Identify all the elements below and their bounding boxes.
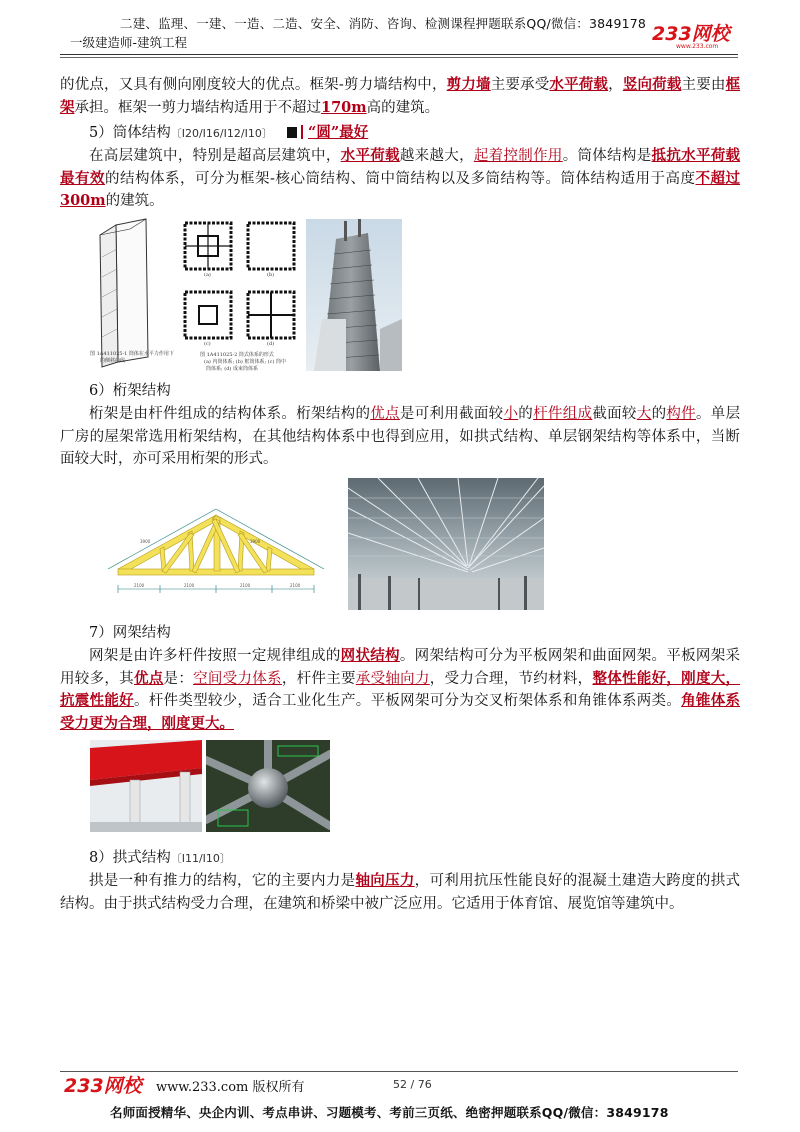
svg-text:(a) 内筒体系; (b) 框筒体系; (c) 筒中: (a) 内筒体系; (b) 框筒体系; (c) 筒中 (204, 359, 287, 365)
header-contact-line: 二建、监理、一建、一造、二造、安全、消防、咨询、检测课程押题联系QQ/微信：3849178 (120, 16, 647, 31)
svg-text:筒体系; (d) 成束筒体系: 筒体系; (d) 成束筒体系 (206, 366, 258, 372)
section-5-paragraph: 在高层建筑中，特别是超高层建筑中，水平荷载越来越大，起着控制作用。筒体结构是抵抗水平荷载最有效的结构体系，可分为框架-核心筒结构、筒中筒结构以及多筒结构等。筒体结构适用于高度不超过300m的建筑。 (60, 147, 741, 209)
square-bullet-icon (287, 127, 297, 138)
header-subtitle: 一级建造师-建筑工程 (70, 35, 188, 50)
plan-c (185, 292, 231, 347)
footer-divider (60, 1071, 738, 1072)
svg-text:(c): (c) (204, 341, 211, 347)
truss-drawing (100, 497, 332, 607)
plan-b (248, 223, 294, 278)
svg-text:3900: 3900 (140, 539, 151, 544)
section-5-tag: 〔Ⅰ20/Ⅰ16/Ⅰ12/Ⅰ10〕 (170, 127, 273, 140)
plan-a (185, 223, 231, 278)
footer-contact-line: 名师面授精华、央企内训、考点串讲、习题模考、考前三页纸、绝密押题联系QQ/微信：3849178 (110, 1105, 669, 1120)
section-8-paragraph: 拱是一种有推力的结构，它的主要内力是轴向压力，可利用抗压性能良好的混凝土建造大跨度的拱式结构。由于拱式结构受力合理，在建筑和桥梁中被广泛应用。它适用于体育馆、展览馆等建筑中。 (60, 872, 741, 912)
page-number: 52 / 76 (393, 1078, 432, 1091)
truss-roof-photo (348, 478, 544, 610)
section-8-heading: 8）拱式结构〔Ⅰ11/Ⅰ10〕 (89, 850, 231, 866)
tube-elevation-figure (88, 217, 178, 377)
svg-text:的侧移曲线: 的侧移曲线 (100, 358, 126, 364)
skyscraper-photo (306, 219, 402, 371)
svg-text:3900: 3900 (250, 539, 261, 544)
gas-station-canopy-photo (90, 740, 202, 832)
section-7-paragraph: 网架是由许多杆件按照一定规律组成的网状结构。网架结构可分为平板网架和曲面网架。平板网架采用较多，其优点是：空间受力体系，杆件主要承受轴向力，受力合理，节约材料，整体性能好，刚度大，抗震性能好。杆件类型较少，适合工业化生产。平板网架可分为交叉桁架体系和角锥体系两类。角锥体系受力更为合理，刚度更大。 (60, 647, 741, 732)
svg-text:2100: 2100 (290, 583, 301, 588)
svg-text:2100: 2100 (134, 583, 145, 588)
svg-text:(a): (a) (204, 272, 211, 278)
section-6-paragraph: 桁架是由杆件组成的结构体系。桁架结构的优点是可利用截面较小的杆件组成截面较大的构件。单层厂房的屋架常选用桁架结构，在其他结构体系中也得到应用，如拱式结构、单层钢架结构等体系中，当断面较大时，亦可采用桁架的形式。 (60, 406, 741, 467)
svg-text:233网校: 233网校 (64, 1075, 142, 1097)
plan-d (248, 292, 294, 347)
svg-text:(b): (b) (267, 272, 275, 278)
svg-text:2100: 2100 (184, 583, 195, 588)
section-5-note: “圆”最好 (308, 124, 369, 141)
ball-joint-photo (206, 740, 330, 832)
footer-logo (62, 1073, 152, 1097)
logo-sub: www.233.com (676, 43, 719, 50)
section-6-heading: 6）桁架结构 (89, 383, 171, 399)
svg-text:图 1A411025-1 筒体在水平力作用下: 图 1A411025-1 筒体在水平力作用下 (90, 351, 174, 357)
tube-plan-figures (180, 219, 300, 379)
header-divider-thin (60, 57, 738, 58)
site-logo (650, 22, 750, 50)
footer-copyright: www.233.com 版权所有 (156, 1080, 305, 1095)
section-8-tag: 〔Ⅰ11/Ⅰ10〕 (170, 852, 231, 865)
section-7-heading: 7）网架结构 (89, 625, 171, 641)
intro-paragraph: 的优点，又具有侧向刚度较大的优点。框架-剪力墙结构中，剪力墙主要承受水平荷载，竖向荷载主要由框架承担。框架一剪力墙结构适用于不超过170m高的建筑。 (60, 76, 741, 116)
svg-text:2100: 2100 (240, 583, 251, 588)
header-divider (60, 54, 738, 55)
svg-text:图 1A411025-2 筒式体系的形式: 图 1A411025-2 筒式体系的形式 (200, 352, 274, 358)
section-5-heading: 5）筒体结构〔Ⅰ20/Ⅰ16/Ⅰ12/Ⅰ10〕 “圆”最好 (89, 124, 369, 141)
svg-text:(d): (d) (267, 341, 275, 347)
logo-text: 233网校 (652, 23, 730, 45)
